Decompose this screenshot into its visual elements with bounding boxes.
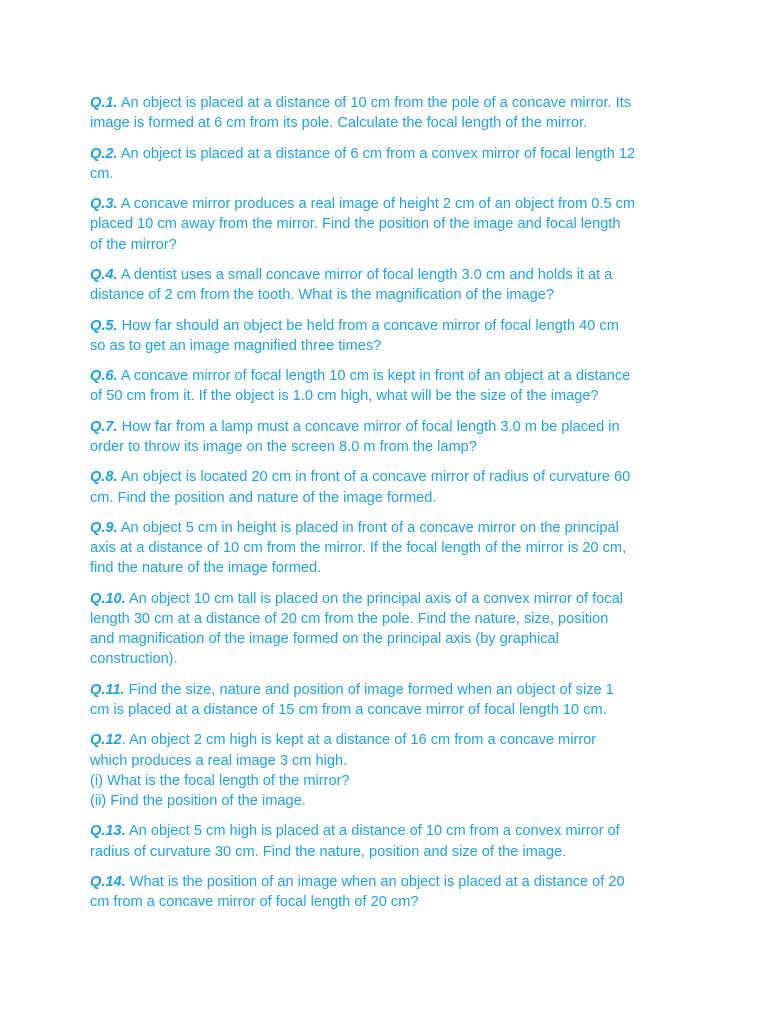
- question-text: find the nature of the image formed.: [90, 560, 322, 577]
- question-number: Q.6.: [90, 368, 118, 385]
- question-text: (ii) Find the position of the image.: [90, 792, 306, 809]
- question-text: cm from a concave mirror of focal length of 20 cm?: [90, 894, 419, 911]
- question-line: [90, 93, 690, 113]
- question-text: of the mirror?: [90, 236, 177, 253]
- question-text: Find the size, nature and position of image formed when an object of size 1: [124, 681, 614, 698]
- question-text: A concave mirror of focal length 10 cm is kept in front of an object at a distance: [117, 368, 631, 385]
- question-number: Q.11.: [90, 681, 125, 698]
- question-line: [90, 791, 690, 811]
- question-line: [90, 467, 690, 487]
- question-text: cm. Find the position and nature of the image formed.: [90, 489, 437, 506]
- question-item: [90, 194, 690, 255]
- question-number: Q.9.: [90, 519, 118, 536]
- question-text: . An object 2 cm high is kept at a distance of 16 cm from a concave mirror: [121, 732, 597, 749]
- question-line: [90, 538, 690, 558]
- question-number: Q.14.: [90, 873, 126, 890]
- question-line: [90, 164, 690, 184]
- question-line: [90, 892, 690, 912]
- question-number: Q.5.: [90, 317, 118, 334]
- question-list: [90, 93, 690, 923]
- question-text: placed 10 cm away from the mirror. Find the position of the image and focal length: [90, 216, 621, 233]
- question-line: [90, 751, 690, 771]
- question-item: [90, 518, 690, 579]
- question-line: [90, 558, 690, 578]
- question-line: [90, 386, 690, 406]
- question-item: [90, 265, 690, 305]
- question-text: order to throw its image on the screen 8.0 m from the lamp?: [90, 438, 477, 455]
- question-line: [90, 680, 690, 700]
- question-item: [90, 93, 690, 133]
- question-item: [90, 316, 690, 356]
- question-number: Q.8.: [90, 469, 118, 486]
- question-item: [90, 417, 690, 457]
- question-text: An object 5 cm high is placed at a distance of 10 cm from a convex mirror of: [125, 823, 620, 840]
- question-line: [90, 518, 690, 538]
- question-line: [90, 194, 690, 214]
- question-number: Q.3.: [90, 196, 118, 213]
- question-text: which produces a real image 3 cm high.: [90, 752, 348, 769]
- question-line: [90, 821, 690, 841]
- question-line: [90, 366, 690, 386]
- question-line: [90, 730, 690, 750]
- question-line: [90, 437, 690, 457]
- question-text: An object 5 cm in height is placed in front of a concave mirror on the principal: [117, 519, 619, 536]
- question-text: image is formed at 6 cm from its pole. Calculate the focal length of the mirror.: [90, 115, 588, 132]
- question-number: Q.4.: [90, 266, 118, 283]
- question-line: [90, 872, 690, 892]
- question-line: [90, 609, 690, 629]
- question-number: Q.12: [90, 732, 122, 749]
- question-line: [90, 336, 690, 356]
- question-text: so as to get an image magnified three times?: [90, 337, 382, 354]
- question-item: [90, 467, 690, 507]
- question-text: An object 10 cm tall is placed on the principal axis of a convex mirror of focal: [125, 590, 623, 607]
- question-line: [90, 265, 690, 285]
- question-number: Q.7.: [90, 418, 118, 435]
- question-text: How far should an object be held from a concave mirror of focal length 40 cm: [117, 317, 619, 334]
- question-text: (i) What is the focal length of the mirror?: [90, 772, 350, 789]
- question-text: construction).: [90, 651, 178, 668]
- question-line: [90, 649, 690, 669]
- question-item: [90, 730, 690, 811]
- question-text: An object is located 20 cm in front of a concave mirror of radius of curvature 60: [117, 469, 631, 486]
- question-number: Q.1.: [90, 95, 118, 111]
- question-text: length 30 cm at a distance of 20 cm from the pole. Find the nature, size, position: [90, 610, 609, 627]
- question-text: A dentist uses a small concave mirror of focal length 3.0 cm and holds it at a: [117, 266, 613, 283]
- question-text: radius of curvature 30 cm. Find the nature, position and size of the image.: [90, 843, 567, 860]
- question-text: cm is placed at a distance of 15 cm from a concave mirror of focal length 10 cm.: [90, 701, 607, 718]
- question-number: Q.13.: [90, 823, 126, 840]
- question-text: axis at a distance of 10 cm from the mirror. If the focal length of the mirror is 20 cm,: [90, 540, 627, 557]
- question-line: [90, 700, 690, 720]
- question-item: [90, 589, 690, 670]
- question-text: A concave mirror produces a real image of height 2 cm of an object from 0.5 cm: [117, 196, 636, 213]
- question-text: An object is placed at a distance of 10 cm from the pole of a concave mirror. Its: [117, 95, 632, 111]
- question-number: Q.2.: [90, 145, 118, 162]
- question-text: of 50 cm from it. If the object is 1.0 cm high, what will be the size of the image?: [90, 388, 599, 405]
- question-text: How far from a lamp must a concave mirror of focal length 3.0 m be placed in: [117, 418, 620, 435]
- question-line: [90, 629, 690, 649]
- question-line: [90, 589, 690, 609]
- question-number: Q.10.: [90, 590, 126, 607]
- question-text: cm.: [90, 165, 114, 182]
- question-line: [90, 113, 690, 133]
- question-item: [90, 144, 690, 184]
- question-line: [90, 771, 690, 791]
- question-text: and magnification of the image formed on the principal axis (by graphical: [90, 631, 559, 648]
- question-line: [90, 417, 690, 437]
- question-text: What is the position of an image when an object is placed at a distance of 20: [125, 873, 625, 890]
- question-line: [90, 316, 690, 336]
- question-line: [90, 285, 690, 305]
- question-item: [90, 821, 690, 861]
- question-text: An object is placed at a distance of 6 cm from a convex mirror of focal length 12: [117, 145, 636, 162]
- question-line: [90, 214, 690, 234]
- question-line: [90, 144, 690, 164]
- question-line: [90, 488, 690, 508]
- question-line: [90, 842, 690, 862]
- question-item: [90, 680, 690, 720]
- question-item: [90, 872, 690, 912]
- question-text: distance of 2 cm from the tooth. What is the magnification of the image?: [90, 287, 554, 304]
- question-line: [90, 235, 690, 255]
- question-item: [90, 366, 690, 406]
